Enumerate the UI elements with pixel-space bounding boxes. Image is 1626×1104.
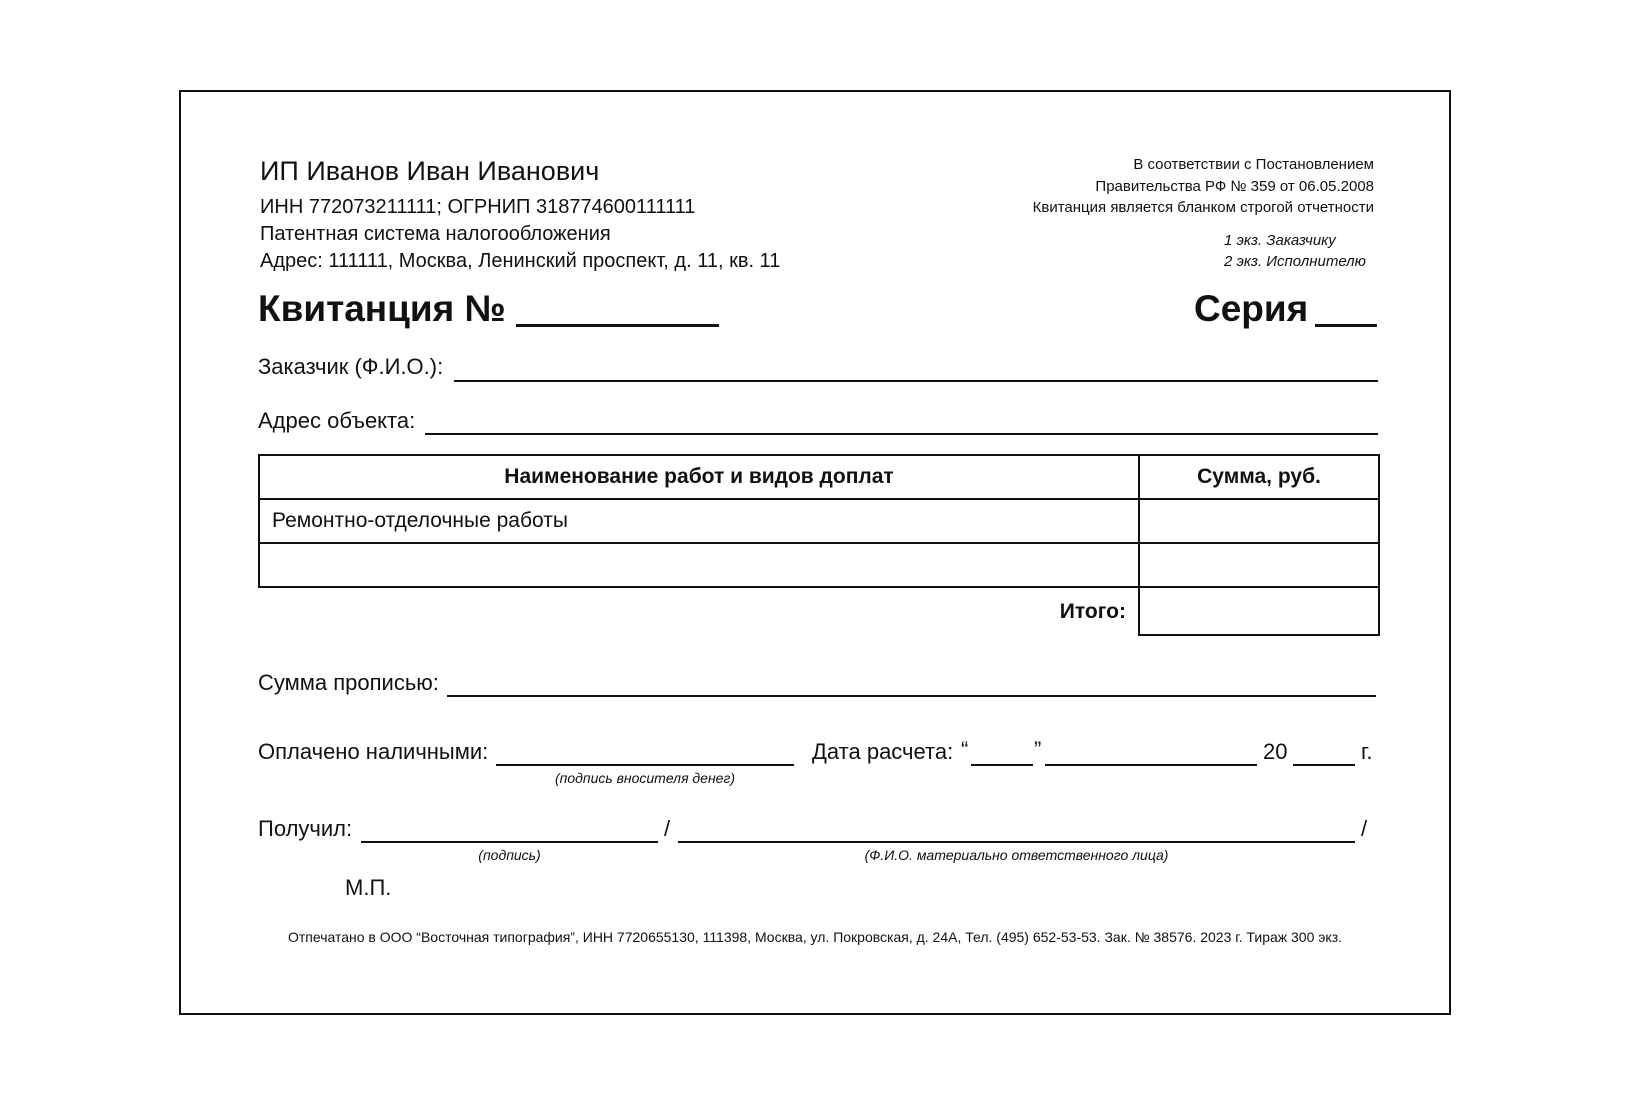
total-label: Итого: [1059, 599, 1126, 623]
issuer-tax-system: Патентная система налогообложения [260, 223, 611, 245]
date-label: Дата расчета: [812, 739, 954, 764]
received-name-caption: (Ф.И.О. материально ответственного лица) [864, 847, 1169, 863]
series-label: Серия [1194, 288, 1309, 329]
date-month-line[interactable] [1045, 764, 1257, 766]
date-year-suffix: г. [1361, 739, 1373, 764]
receipt-title: Квитанция № [258, 288, 506, 329]
legal-line-3: Квитанция является бланком строгой отчетности [1032, 199, 1374, 216]
sum-words-label: Сумма прописью: [258, 670, 439, 695]
copy-customer: 1 экз. Заказчику [1224, 232, 1336, 249]
object-address-label: Адрес объекта: [258, 408, 416, 433]
received-slash-1: / [664, 816, 671, 841]
work-cell[interactable]: Ремонтно-отделочные работы [259, 499, 1139, 543]
sum-words-line[interactable] [447, 695, 1376, 697]
issuer-name: ИП Иванов Иван Иванович [260, 156, 600, 186]
date-year-line[interactable] [1293, 764, 1355, 766]
paid-signature-line[interactable] [496, 764, 794, 766]
received-signature-caption: (подпись) [478, 847, 541, 863]
table-header-row [259, 455, 1379, 499]
series-line[interactable] [1315, 324, 1377, 327]
legal-line-2: Правительства РФ № 359 от 06.05.2008 [1095, 178, 1374, 195]
header-works: Наименование работ и видов доплат [259, 455, 1139, 499]
object-address-line[interactable] [425, 433, 1378, 435]
received-name-line[interactable] [678, 841, 1355, 843]
paid-signature-caption: (подпись вносителя денег) [554, 770, 736, 786]
date-quote-open: “ [961, 737, 969, 762]
legal-line-1: В соответствии с Постановлением [1133, 156, 1374, 173]
customer-line[interactable] [454, 380, 1378, 382]
stamp-place: М.П. [345, 875, 392, 900]
date-year-prefix: 20 [1263, 739, 1288, 764]
work-cell[interactable] [259, 543, 1139, 587]
total-cell[interactable] [1139, 587, 1379, 635]
received-label: Получил: [258, 816, 353, 841]
header-sum: Сумма, руб. [1139, 455, 1379, 499]
issuer-address: Адрес: 111111, Москва, Ленинский проспект, д. 11, кв. 11 [260, 250, 781, 272]
copy-executor: 2 экз. Исполнителю [1224, 253, 1366, 270]
receipt-form [179, 90, 1451, 1015]
received-slash-2: / [1361, 816, 1368, 841]
paid-cash-label: Оплачено наличными: [258, 739, 489, 764]
sum-cell[interactable] [1139, 543, 1379, 587]
received-signature-line[interactable] [361, 841, 658, 843]
customer-label: Заказчик (Ф.И.О.): [258, 354, 444, 379]
table-row [259, 499, 1379, 543]
receipt-number-line[interactable] [516, 324, 719, 327]
works-table [258, 454, 1380, 636]
issuer-inn-ogrnip: ИНН 772073211111; ОГРНИП 318774600111111 [260, 196, 696, 218]
total-row [259, 587, 1379, 635]
table-row [259, 543, 1379, 587]
date-quote-close: ” [1034, 737, 1042, 762]
printer-imprint: Отпечатано в ООО “Восточная типография”, ИНН 7720655130, 111398, Москва, ул. Покровская, д. 24А, Тел. (495) 652-53-53. Зак. № 38576. 2023 г. Тираж 300 экз. [288, 929, 1342, 945]
date-day-line[interactable] [971, 764, 1033, 766]
sum-cell[interactable] [1139, 499, 1379, 543]
